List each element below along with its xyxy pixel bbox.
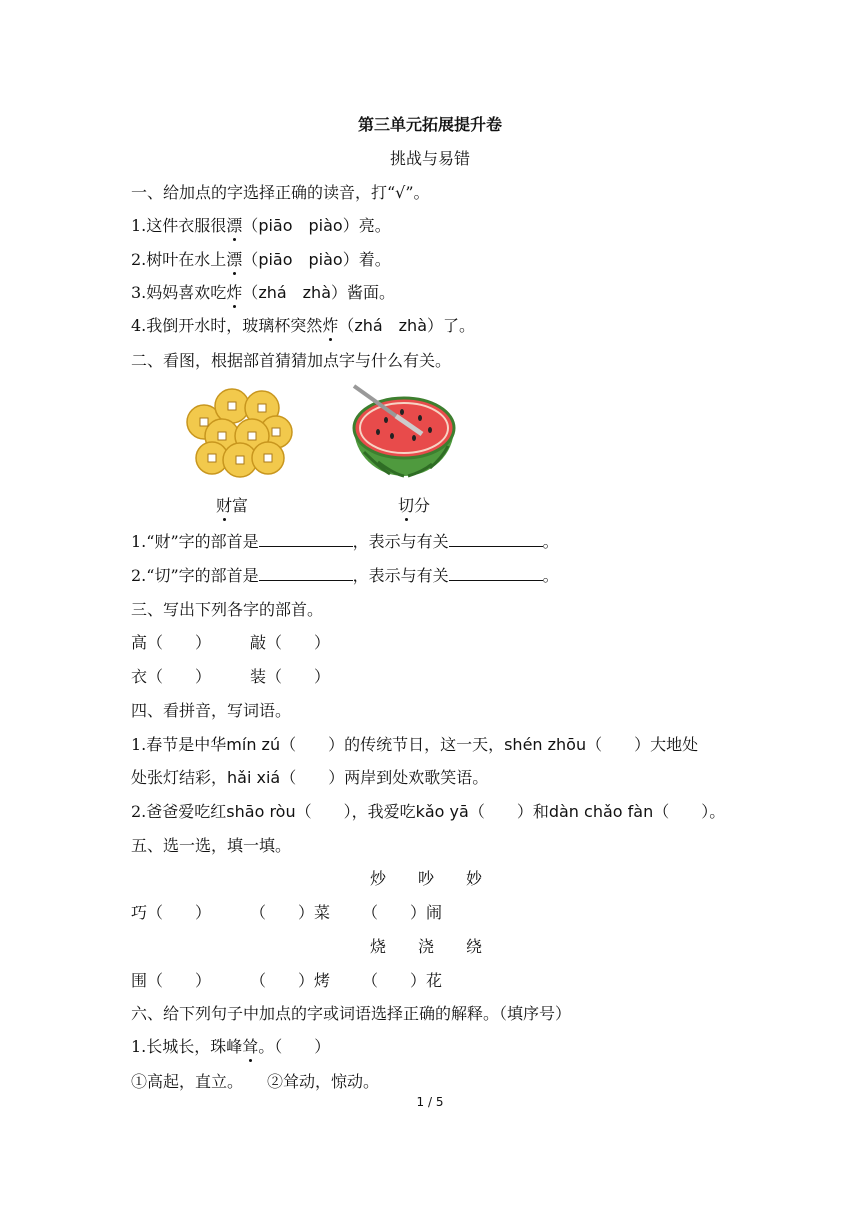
page-subtitle: 挑战与易错	[389, 149, 470, 168]
s4-line-3: 2.爸爸爱吃红shāo ròu（ ），我爱吃kǎo yā（ ）和dàn chǎo fàn（ ）。	[131, 802, 726, 821]
s3-row-1b: 敲（ ）	[250, 633, 331, 652]
s3-row-1: 高（ ）	[131, 633, 212, 652]
answer-blank[interactable]	[259, 532, 353, 547]
s2-question-1: 1.“财”字的部首是 ，表示与有关 。	[131, 532, 559, 551]
s5-group-1-b: （ ）菜	[250, 903, 331, 922]
page-number: 1 / 5	[416, 1095, 444, 1109]
s5-group-2-b: （ ）烤	[250, 971, 331, 990]
s4-heading: 四、看拼音，写词语。	[131, 701, 292, 720]
s5-group-2-chars: 烧 浇 绕	[370, 937, 483, 956]
answer-blank[interactable]	[449, 532, 543, 547]
s1-heading: 一、给加点的字选择正确的读音，打“√”。	[131, 183, 430, 202]
caption-cut: 切分	[398, 493, 430, 516]
s6-options: ①高起，直立。 ②耸动，惊动。	[131, 1072, 380, 1091]
caption-wealth: 财富	[216, 493, 248, 516]
s6-heading: 六、给下列句子中加点的字或词语选择正确的解释。（填序号）	[131, 1004, 572, 1023]
s4-line-2: 处张灯结彩，hǎi xiá（ ）两岸到处欢歌笑语。	[131, 768, 489, 787]
s5-group-1-c: （ ）闹	[362, 903, 443, 922]
s1-item-3: 3.妈妈喜欢吃炸（zhá zhà）酱面。	[131, 280, 395, 303]
s2-heading: 二、看图，根据部首猜猜加点字与什么有关。	[131, 351, 452, 370]
s6-question-1: 1.长城长，珠峰耸。（ ）	[131, 1034, 330, 1057]
s5-group-2-a: 围（ ）	[131, 971, 212, 990]
s3-heading: 三、写出下列各字的部首。	[131, 600, 324, 619]
watermelon-image	[350, 382, 462, 482]
s1-item-1: 1.这件衣服很漂（piāo piào）亮。	[131, 213, 391, 236]
s5-heading: 五、选一选，填一填。	[131, 836, 292, 855]
s5-group-1-chars: 炒 吵 妙	[370, 869, 483, 888]
s5-group-2-c: （ ）花	[362, 971, 443, 990]
s1-item-2: 2.树叶在水上漂（piāo piào）着。	[131, 247, 391, 270]
page-title: 第三单元拓展提升卷	[357, 115, 502, 134]
s3-row-2b: 装（ ）	[250, 667, 331, 686]
answer-blank[interactable]	[449, 566, 543, 581]
s4-line-1: 1.春节是中华mín zú（ ）的传统节日，这一天，shén zhōu（ ）大地处	[131, 735, 699, 754]
s2-question-2: 2.“切”字的部首是 ，表示与有关 。	[131, 566, 559, 585]
s5-group-1-a: 巧（ ）	[131, 903, 212, 922]
coins-image	[182, 384, 294, 480]
s3-row-2: 衣（ ）	[131, 667, 212, 686]
s1-item-4: 4.我倒开水时，玻璃杯突然炸（zhá zhà）了。	[131, 313, 475, 336]
answer-blank[interactable]	[259, 566, 353, 581]
